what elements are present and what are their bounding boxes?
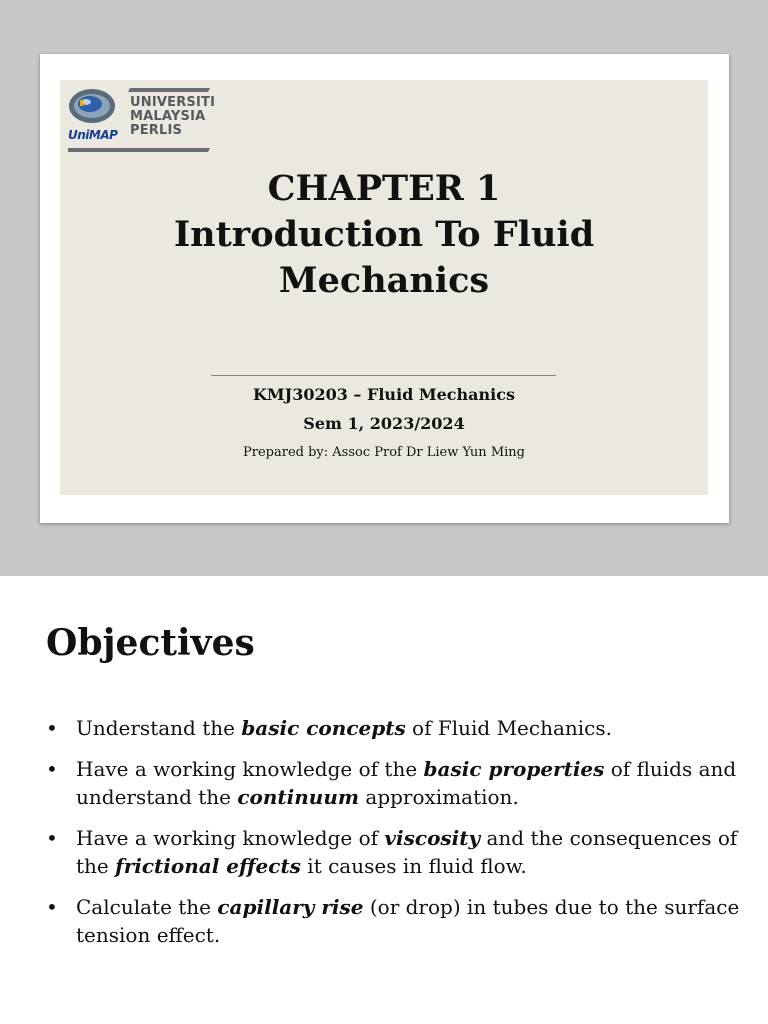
divider — [211, 375, 556, 376]
logo-stripes — [68, 86, 216, 152]
slide-thumbnail[interactable] — [40, 54, 729, 523]
university-name: UNIVERSITI MALAYSIA PERLIS — [130, 95, 216, 138]
objectives-heading: Objectives — [46, 622, 255, 664]
slide-content — [60, 80, 708, 495]
list-item: • Understand the basic concepts of Fluid Mechanics. — [46, 716, 612, 740]
semester: Sem 1, 2023/2024 — [303, 414, 465, 433]
list-item: • Have a working knowledge of the basic properties of fluids and understand the continuum approximation. — [46, 757, 737, 809]
course-name: KMJ30203 – Fluid Mechanics — [253, 385, 515, 404]
objectives-list — [46, 714, 746, 962]
bullet-icon: • — [46, 826, 58, 850]
list-item: • Have a working knowledge of viscosity and the consequences of the frictional effects it causes in fluid flow. — [46, 826, 738, 878]
university-logo — [68, 86, 216, 152]
slide-title: CHAPTER 1 Introduction To Fluid Mechanics — [173, 168, 595, 301]
unimap-wordmark: UniMAP — [68, 128, 118, 142]
bullet-icon: • — [46, 757, 58, 781]
bullet-icon: • — [46, 895, 58, 919]
list-item: • Calculate the capillary rise (or drop) in tubes due to the surface tension effect. — [46, 895, 740, 947]
prepared-by: Prepared by: Assoc Prof Dr Liew Yun Ming — [243, 445, 525, 460]
bullet-icon: • — [46, 716, 58, 740]
